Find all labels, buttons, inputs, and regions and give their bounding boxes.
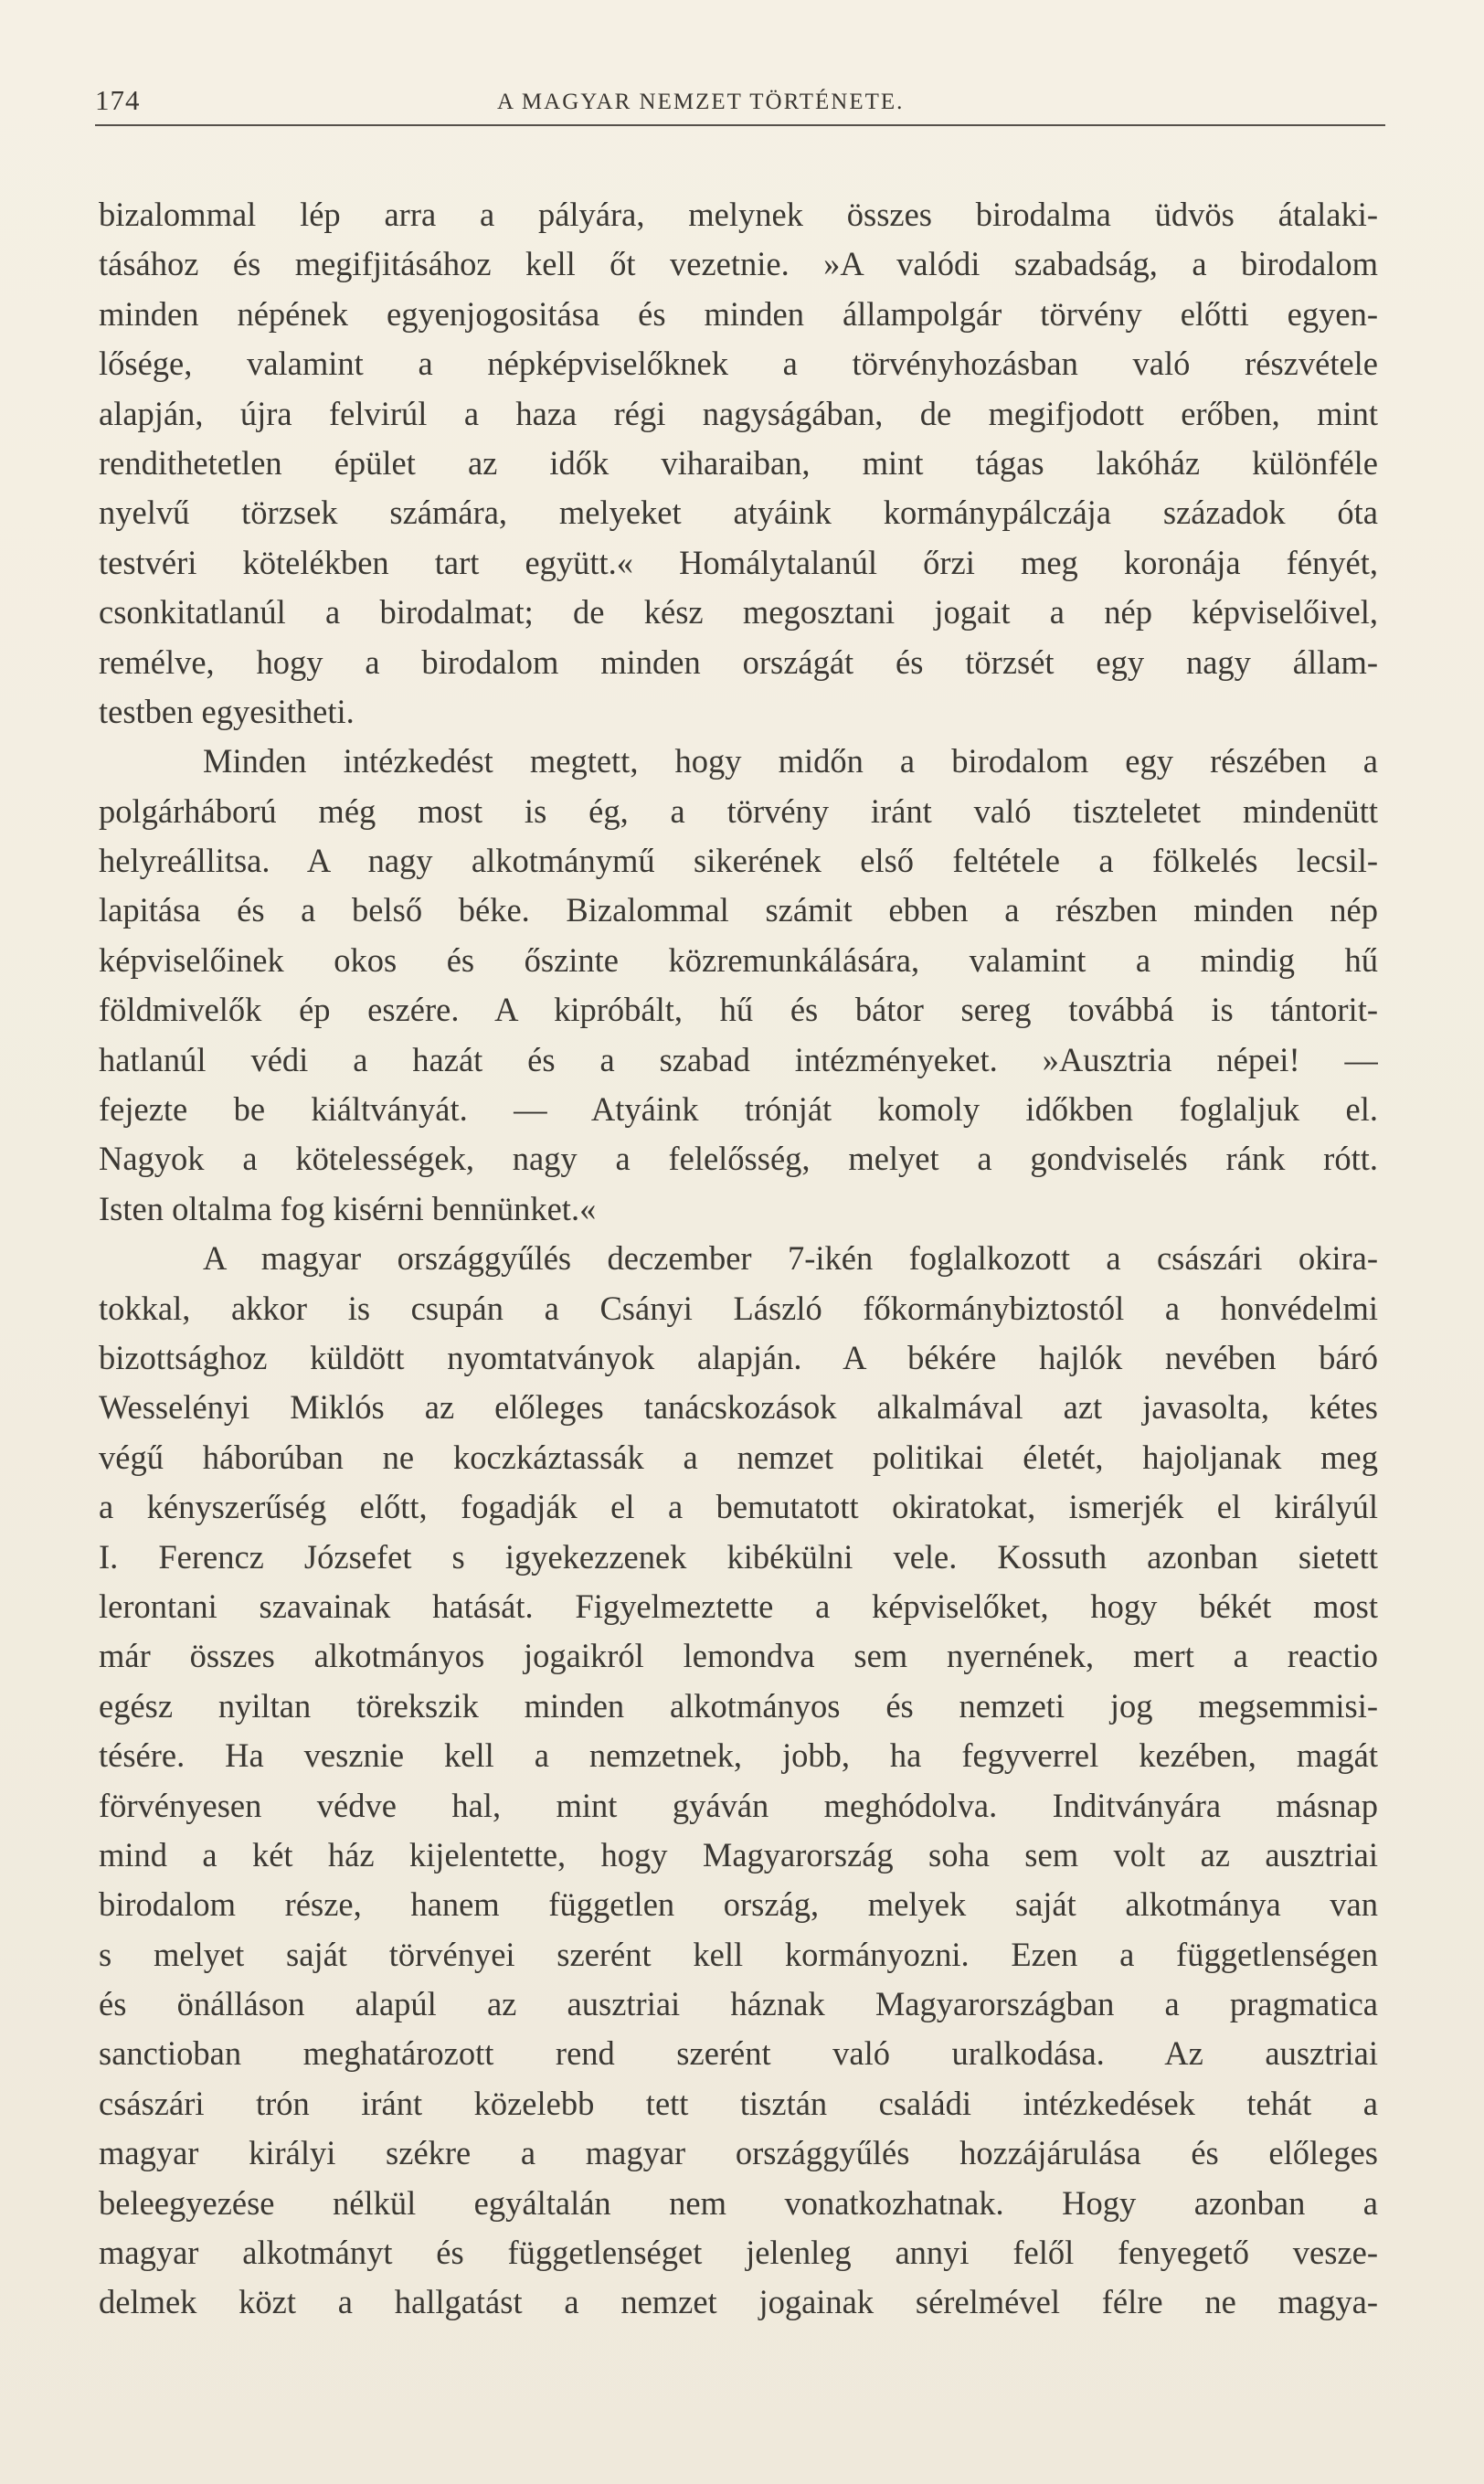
text-line: már összes alkotmányos jogaikról lemondva sem nyernének, mert a reactio [99,1637,1378,1675]
text-line: magyar királyi székre a magyar országgyűlés hozzájárulása és előleges [99,2134,1378,2172]
text-line: testben egyesitheti. [99,692,355,730]
text-line: tokkal, akkor is csupán a Csányi László főkormánybiztostól a honvédelmi [99,1289,1378,1327]
text-line: beleegyezése nélkül egyáltalán nem vonatkozhatnak. Hogy azonban a [99,2183,1378,2222]
text-line: tásához és megifjitásához kell őt vezetnie. »A valódi szabadság, a birodalom [99,245,1378,283]
text-line: rendithetetlen épület az idők viharaiban, mint tágas lakóház különféle [99,443,1378,482]
page-number: 174 [95,84,141,116]
text-line: minden népének egyenjogositása és minden állampolgár törvény előtti egyen- [99,294,1378,333]
text-line: remélve, hogy a birodalom minden országát és törzsét egy nagy állam- [99,642,1378,681]
text-line: lapitása és a belső béke. Bizalommal számit ebben a részben minden nép [99,891,1378,929]
text-line: Nagyok a kötelességek, nagy a felelősség, melyet a gondviselés ránk rótt. [99,1140,1378,1178]
text-line: egész nyiltan törekszik minden alkotmányos és nemzeti jog megsemmisi- [99,1686,1378,1725]
text-line: hatlanúl védi a hazát és a szabad intézményeket. »Ausztria népei! — [99,1040,1378,1078]
running-title: A MAGYAR NEMZET TÖRTÉNETE. [497,90,905,114]
text-line: alapján, újra felvirúl a haza régi nagyságában, de megifjodott erőben, mint [99,394,1378,432]
text-line: polgárháború még most is ég, a törvény iránt való tiszteletet mindenütt [99,791,1378,830]
text-line: helyreállitsa. A nagy alkotmánymű sikerének első feltétele a fölkelés lecsil- [99,842,1378,880]
text-line: Minden intézkedést megtett, hogy midőn a birodalom egy részében a [203,742,1378,780]
text-line: sanctioban meghatározott rend szerént való uralkodása. Az ausztriai [99,2034,1378,2073]
body-text [99,190,1378,2328]
text-line: A magyar országgyűlés deczember 7-ikén foglalkozott a császári okira- [203,1239,1378,1278]
text-line: testvéri kötelékben tart együtt.« Homálytalanúl őrzi meg koronája fényét, [99,543,1378,581]
text-line: mind a két ház kijelentette, hogy Magyarország soha sem volt az ausztriai [99,1835,1378,1874]
text-line: fejezte be kiáltványát. — Atyáink trónját komoly időkben foglaljuk el. [99,1090,1378,1129]
text-line: s melyet saját törvényei szerént kell kormányozni. Ezen a függetlenségen [99,1935,1378,1973]
text-line: lerontani szavainak hatását. Figyelmeztette a képviselőket, hogy békét most [99,1587,1378,1625]
page-header [95,84,1374,130]
text-line: földmivelők ép eszére. A kipróbált, hű és bátor sereg továbbá is tántorit- [99,991,1378,1029]
header-rule [95,124,1385,126]
text-line: képviselőinek okos és őszinte közremunkálására, valamint a mindig hű [99,940,1378,979]
text-line: császári trón iránt közelebb tett tisztán családi intézkedések tehát a [99,2084,1378,2122]
text-line: birodalom része, hanem független ország, melyek saját alkotmánya van [99,1885,1378,1924]
text-line: I. Ferencz Józsefet s igyekezzenek kibékülni vele. Kossuth azonban sietett [99,1537,1378,1576]
text-line: bizalommal lép arra a pályára, melynek összes birodalma üdvös átalaki- [99,196,1378,233]
text-line: Wesselényi Miklós az előleges tanácskozások alkalmával azt javasolta, kétes [99,1388,1378,1427]
text-line: delmek közt a hallgatást a nemzet jogainak sérelmével félre ne magya- [99,2283,1378,2321]
text-line: a kényszerűség előtt, fogadják el a bemutatott okiratokat, ismerjék el királyúl [99,1488,1378,1526]
text-line: és önálláson alapúl az ausztriai háznak Magyarországban a pragmatica [99,1985,1378,2023]
text-line: csonkitatlanúl a birodalmat; de kész megosztani jogait a nép képviselőivel, [99,593,1378,632]
text-line: Isten oltalma fog kisérni bennünket.« [99,1189,597,1227]
text-line: magyar alkotmányt és függetlenséget jelenleg annyi felől fenyegető vesze- [99,2234,1378,2272]
text-line: bizottsághoz küldött nyomtatványok alapján. A békére hajlók nevében báró [99,1338,1378,1376]
text-line: tésére. Ha vesznie kell a nemzetnek, jobb, ha fegyverrel kezében, magát [99,1736,1378,1775]
text-line: förvényesen védve hal, mint gyáván meghódolva. Inditványára másnap [99,1786,1378,1824]
text-line: nyelvű törzsek számára, melyeket atyáink kormánypálczája századok óta [99,494,1378,532]
text-line: lősége, valamint a népképviselőknek a törvényhozásban való részvétele [99,345,1378,383]
text-line: végű háborúban ne koczkáztassák a nemzet politikai életét, hajoljanak meg [99,1438,1378,1476]
